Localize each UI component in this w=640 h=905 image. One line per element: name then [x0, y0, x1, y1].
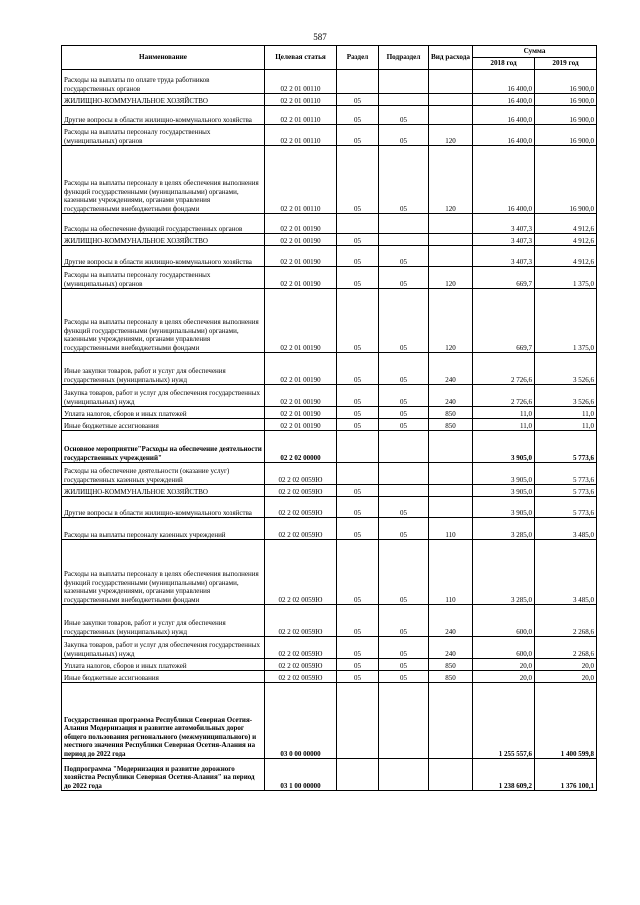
cell-subsection: [379, 234, 429, 246]
cell-section: [337, 214, 379, 234]
cell-name: Другие вопросы в области жилищно-коммунального хозяйства: [62, 497, 265, 518]
cell-2018: 3 285,0: [473, 518, 535, 540]
cell-name: Расходы на выплаты персоналу в целях обеспечения выполнения функций государственными (муниципальными) органами, казенными учреждениями, органами управления государственными внебюджетными фондами: [62, 146, 265, 214]
header-name: Наименование: [62, 46, 265, 70]
cell-2019: 1 376 100,1: [535, 759, 597, 791]
cell-section: 05: [337, 94, 379, 106]
cell-subsection: 05: [379, 146, 429, 214]
header-2018: 2018 год: [473, 58, 535, 70]
cell-expense-type: [429, 497, 473, 518]
cell-section: 05: [337, 419, 379, 431]
cell-subsection: [379, 70, 429, 94]
cell-target: 02 2 02 0059Ю: [265, 671, 337, 683]
table-row: [62, 106, 597, 125]
cell-section: 05: [337, 385, 379, 407]
cell-section: 05: [337, 540, 379, 605]
cell-target: 02 2 01 00190: [265, 385, 337, 407]
cell-2019: 1 375,0: [535, 289, 597, 353]
cell-2019: 1 375,0: [535, 267, 597, 289]
header-section: Раздел: [337, 46, 379, 70]
header-sum: Сумма: [473, 46, 597, 58]
cell-expense-type: 110: [429, 518, 473, 540]
cell-name: ЖИЛИЩНО-КОММУНАЛЬНОЕ ХОЗЯЙСТВО: [62, 485, 265, 497]
table-row: [62, 683, 597, 759]
table-row: [62, 353, 597, 385]
table-row: [62, 419, 597, 431]
cell-2018: 3 905,0: [473, 497, 535, 518]
cell-target: 02 2 01 00190: [265, 267, 337, 289]
cell-2019: 3 485,0: [535, 540, 597, 605]
cell-name: Иные бюджетные ассигнования: [62, 671, 265, 683]
cell-name: Расходы на обеспечение деятельности (оказание услуг) государственных казенных учреждений: [62, 463, 265, 485]
cell-name: Другие вопросы в области жилищно-коммунального хозяйства: [62, 106, 265, 125]
cell-target: 02 2 02 0059Ю: [265, 605, 337, 637]
table-row: [62, 146, 597, 214]
cell-name: Государственная программа Республики Северная Осетия-Алания Модернизация и развитие автомобильных дорог общего пользования регионального (межмуниципального) и местного значения Республики Северная Осетия-Алания на период до 2022 года: [62, 683, 265, 759]
table-row: [62, 70, 597, 94]
cell-2019: 3 526,6: [535, 385, 597, 407]
cell-target: 02 2 02 0059Ю: [265, 485, 337, 497]
table-row: [62, 289, 597, 353]
cell-2018: 600,0: [473, 637, 535, 659]
cell-section: 05: [337, 407, 379, 419]
cell-name: Иные бюджетные ассигнования: [62, 419, 265, 431]
cell-2018: 3 905,0: [473, 463, 535, 485]
cell-2018: 16 400,0: [473, 146, 535, 214]
cell-2019: 4 912,6: [535, 234, 597, 246]
cell-name: Расходы на выплаты персоналу государственных (муниципальных) органов: [62, 267, 265, 289]
cell-2019: 3 485,0: [535, 518, 597, 540]
cell-name: Закупка товаров, работ и услуг для обеспечения государственных (муниципальных) нужд: [62, 385, 265, 407]
cell-name: Основное мероприятие"Расходы на обеспечение деятельности государственных учреждений": [62, 431, 265, 463]
cell-target: 02 2 02 0059Ю: [265, 463, 337, 485]
cell-target: 02 2 02 0059Ю: [265, 540, 337, 605]
cell-name: Иные закупки товаров, работ и услуг для обеспечения государственных (муниципальных) нужд: [62, 605, 265, 637]
table-row: [62, 385, 597, 407]
table-row: [62, 407, 597, 419]
cell-2018: 3 285,0: [473, 540, 535, 605]
cell-2019: 4 912,6: [535, 214, 597, 234]
cell-section: 05: [337, 267, 379, 289]
cell-2018: 669,7: [473, 267, 535, 289]
cell-2019: 5 773,6: [535, 431, 597, 463]
cell-target: 02 2 02 0059Ю: [265, 637, 337, 659]
cell-2018: 20,0: [473, 671, 535, 683]
cell-2018: 11,0: [473, 419, 535, 431]
cell-target: 02 2 01 00190: [265, 214, 337, 234]
cell-subsection: 05: [379, 407, 429, 419]
cell-section: 05: [337, 246, 379, 267]
table-row: [62, 540, 597, 605]
cell-2019: 4 912,6: [535, 246, 597, 267]
cell-section: 05: [337, 671, 379, 683]
cell-section: 05: [337, 637, 379, 659]
cell-expense-type: [429, 70, 473, 94]
cell-subsection: 05: [379, 125, 429, 146]
table-row: [62, 659, 597, 671]
cell-subsection: 05: [379, 106, 429, 125]
cell-target: 02 2 01 00110: [265, 70, 337, 94]
cell-subsection: 05: [379, 605, 429, 637]
cell-subsection: 05: [379, 353, 429, 385]
cell-section: 05: [337, 497, 379, 518]
table-row: [62, 125, 597, 146]
cell-name: Другие вопросы в области жилищно-коммунального хозяйства: [62, 246, 265, 267]
cell-expense-type: [429, 759, 473, 791]
cell-section: 05: [337, 125, 379, 146]
cell-expense-type: [429, 94, 473, 106]
cell-2018: 3 905,0: [473, 485, 535, 497]
cell-subsection: [379, 463, 429, 485]
cell-name: Подпрограмма "Модернизация и развитие дорожного хозяйства Республики Северная Осетия-Алания" на период до 2022 года: [62, 759, 265, 791]
cell-target: 02 2 01 00110: [265, 146, 337, 214]
cell-2018: 3 407,3: [473, 246, 535, 267]
cell-name: Расходы на выплаты персоналу казенных учреждений: [62, 518, 265, 540]
cell-2018: 669,7: [473, 289, 535, 353]
cell-subsection: 05: [379, 659, 429, 671]
header-2019: 2019 год: [535, 58, 597, 70]
cell-subsection: [379, 683, 429, 759]
table-row: [62, 518, 597, 540]
header-expense-type: Вид расхода: [429, 46, 473, 70]
cell-2019: 2 268,6: [535, 637, 597, 659]
cell-2018: 2 726,6: [473, 353, 535, 385]
cell-expense-type: 850: [429, 407, 473, 419]
cell-2019: 16 900,0: [535, 106, 597, 125]
cell-expense-type: 120: [429, 146, 473, 214]
cell-2018: 16 400,0: [473, 94, 535, 106]
cell-name: Уплата налогов, сборов и иных платежей: [62, 659, 265, 671]
table-row: [62, 246, 597, 267]
cell-subsection: [379, 431, 429, 463]
table-row: [62, 759, 597, 791]
cell-target: 02 2 01 00190: [265, 407, 337, 419]
cell-2019: 3 526,6: [535, 353, 597, 385]
header-subsection: Подраздел: [379, 46, 429, 70]
cell-2019: 1 400 599,8: [535, 683, 597, 759]
cell-expense-type: 240: [429, 385, 473, 407]
cell-expense-type: 850: [429, 419, 473, 431]
table-body: [62, 70, 597, 791]
cell-expense-type: 120: [429, 267, 473, 289]
cell-2018: 3 407,3: [473, 214, 535, 234]
cell-section: 05: [337, 353, 379, 385]
cell-2019: 5 773,6: [535, 485, 597, 497]
cell-2019: 5 773,6: [535, 463, 597, 485]
cell-2019: 11,0: [535, 419, 597, 431]
cell-target: 02 2 02 00000: [265, 431, 337, 463]
cell-section: 05: [337, 605, 379, 637]
table-row: [62, 431, 597, 463]
cell-2019: 20,0: [535, 659, 597, 671]
table-row: [62, 463, 597, 485]
cell-section: 05: [337, 485, 379, 497]
cell-2018: 1 255 557,6: [473, 683, 535, 759]
cell-name: Расходы на выплаты персоналу в целях обеспечения выполнения функций государственными (муниципальными) органами, казенными учреждениями, органами управления государственными внебюджетными фондами: [62, 289, 265, 353]
cell-expense-type: 240: [429, 637, 473, 659]
cell-name: Уплата налогов, сборов и иных платежей: [62, 407, 265, 419]
cell-expense-type: 850: [429, 671, 473, 683]
cell-2019: 5 773,6: [535, 497, 597, 518]
cell-subsection: 05: [379, 637, 429, 659]
cell-expense-type: 110: [429, 540, 473, 605]
cell-expense-type: 850: [429, 659, 473, 671]
cell-name: Иные закупки товаров, работ и услуг для обеспечения государственных (муниципальных) нужд: [62, 353, 265, 385]
cell-2018: 20,0: [473, 659, 535, 671]
table-row: [62, 94, 597, 106]
cell-subsection: 05: [379, 540, 429, 605]
cell-section: 05: [337, 659, 379, 671]
cell-expense-type: [429, 683, 473, 759]
cell-expense-type: [429, 485, 473, 497]
cell-target: 02 2 01 00190: [265, 246, 337, 267]
cell-name: Расходы на выплаты персоналу государственных (муниципальных) органов: [62, 125, 265, 146]
table-row: [62, 214, 597, 234]
cell-section: [337, 70, 379, 94]
cell-target: 02 2 01 00110: [265, 94, 337, 106]
cell-subsection: 05: [379, 671, 429, 683]
cell-target: 02 2 01 00110: [265, 125, 337, 146]
cell-subsection: [379, 485, 429, 497]
cell-2018: 16 400,0: [473, 106, 535, 125]
cell-expense-type: 120: [429, 289, 473, 353]
cell-2018: 3 905,0: [473, 431, 535, 463]
cell-subsection: [379, 214, 429, 234]
cell-name: ЖИЛИЩНО-КОММУНАЛЬНОЕ ХОЗЯЙСТВО: [62, 234, 265, 246]
table-row: [62, 485, 597, 497]
cell-expense-type: 240: [429, 605, 473, 637]
table-row: [62, 605, 597, 637]
cell-2018: 600,0: [473, 605, 535, 637]
cell-2018: 2 726,6: [473, 385, 535, 407]
cell-name: Расходы на выплаты по оплате труда работников государственных органов: [62, 70, 265, 94]
cell-expense-type: 120: [429, 125, 473, 146]
cell-subsection: [379, 94, 429, 106]
cell-subsection: 05: [379, 246, 429, 267]
cell-section: 05: [337, 518, 379, 540]
table-row: [62, 637, 597, 659]
cell-expense-type: [429, 463, 473, 485]
cell-target: 02 2 01 00190: [265, 353, 337, 385]
cell-section: 05: [337, 106, 379, 125]
budget-table: [61, 45, 597, 791]
cell-target: 02 2 02 0059Ю: [265, 659, 337, 671]
cell-section: [337, 759, 379, 791]
cell-section: [337, 431, 379, 463]
header-target: Целевая статья: [265, 46, 337, 70]
cell-expense-type: [429, 214, 473, 234]
cell-2018: 16 400,0: [473, 125, 535, 146]
cell-expense-type: 240: [429, 353, 473, 385]
cell-2019: 16 900,0: [535, 146, 597, 214]
cell-target: 02 2 01 00190: [265, 419, 337, 431]
cell-2019: 16 900,0: [535, 70, 597, 94]
cell-subsection: 05: [379, 497, 429, 518]
cell-subsection: 05: [379, 385, 429, 407]
cell-target: 02 2 02 0059Ю: [265, 518, 337, 540]
cell-2019: 2 268,6: [535, 605, 597, 637]
cell-2018: 3 407,3: [473, 234, 535, 246]
cell-expense-type: [429, 431, 473, 463]
cell-2018: 16 400,0: [473, 70, 535, 94]
cell-subsection: 05: [379, 419, 429, 431]
cell-target: 03 1 00 00000: [265, 759, 337, 791]
table-header: [62, 46, 597, 70]
cell-section: [337, 683, 379, 759]
cell-target: 02 2 01 00110: [265, 106, 337, 125]
cell-subsection: 05: [379, 518, 429, 540]
table-row: [62, 497, 597, 518]
cell-section: 05: [337, 289, 379, 353]
table-row: [62, 267, 597, 289]
cell-expense-type: [429, 246, 473, 267]
cell-target: 02 2 01 00190: [265, 289, 337, 353]
cell-name: ЖИЛИЩНО-КОММУНАЛЬНОЕ ХОЗЯЙСТВО: [62, 94, 265, 106]
table-row: [62, 234, 597, 246]
table-row: [62, 671, 597, 683]
cell-subsection: 05: [379, 289, 429, 353]
cell-section: 05: [337, 234, 379, 246]
cell-target: 02 2 02 0059Ю: [265, 497, 337, 518]
cell-expense-type: [429, 106, 473, 125]
cell-2019: 11,0: [535, 407, 597, 419]
cell-2019: 20,0: [535, 671, 597, 683]
cell-subsection: 05: [379, 267, 429, 289]
page-number: 587: [313, 32, 327, 42]
cell-name: Расходы на обеспечение функций государственных органов: [62, 214, 265, 234]
cell-name: Закупка товаров, работ и услуг для обеспечения государственных (муниципальных) нужд: [62, 637, 265, 659]
cell-2018: 11,0: [473, 407, 535, 419]
cell-subsection: [379, 759, 429, 791]
cell-target: 02 2 01 00190: [265, 234, 337, 246]
cell-2019: 16 900,0: [535, 94, 597, 106]
cell-2018: 1 238 609,2: [473, 759, 535, 791]
cell-name: Расходы на выплаты персоналу в целях обеспечения выполнения функций государственными (муниципальными) органами, казенными учреждениями, органами управления государственными внебюджетными фондами: [62, 540, 265, 605]
cell-expense-type: [429, 234, 473, 246]
cell-2019: 16 900,0: [535, 125, 597, 146]
cell-section: [337, 463, 379, 485]
cell-section: 05: [337, 146, 379, 214]
cell-target: 03 0 00 00000: [265, 683, 337, 759]
